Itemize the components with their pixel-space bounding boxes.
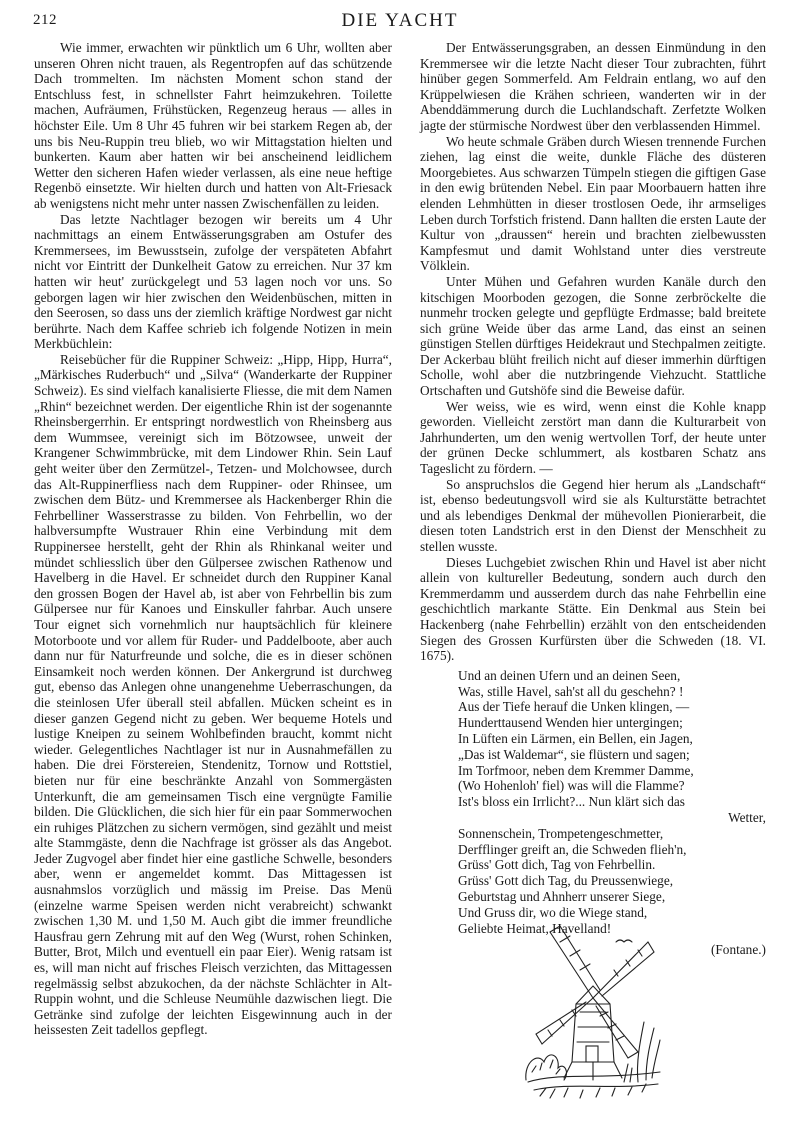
poem-line: Und an deinen Ufern und an deinen Seen, (458, 667, 681, 683)
windmill-sketch-icon (520, 912, 665, 1102)
poem-line: Derfflinger greift an, die Schweden flieh'n, (458, 841, 687, 857)
paragraph: Unter Mühen und Gefahren wurden Kanäle durch den kitschigen Moorboden gezogen, die Sonne zerbröckelte die nunmehr trocken gelegte und gepflügte Erdmasse; bald breitete sich grüne Weide über das arme Land, das einst an seinen günstigen Stellen dürftiges Heidekraut und Stechpalmen zeitigte. Der Ackerbau blüht freilich nicht auf dieser immerhin dürftigen Scholle, wohl aber die nutzbringende Viehzucht. Stattliche Ortschaften und Gutshöfe sind die Beweise dafür. (420, 273, 766, 399)
poem-attribution: (Fontane.) (710, 942, 766, 958)
poem-line: Was, stille Havel, sah'st all du geschehn? ! (458, 683, 684, 699)
paragraph: Dieses Luchgebiet zwischen Rhin und Havel ist aber nicht allein von kultureller Bedeutung, sondern auch durch den Kremmerdamm und ausserdem durch das nahe Fehrbellin eine geschichtlich markante Stätte. Ein Denkmal aus Stein bei Hackenberg (nahe Fehrbellin) erzählt von den entscheidenden Siegen des Grossen Kurfürsten über die Schweden (18. VI. 1675). (420, 554, 766, 664)
right-column (420, 40, 766, 958)
poem-line: (Wo Hohenloh' fiel) was will die Flamme? (458, 778, 685, 794)
poem-line: Geliebte Heimat, Havelland! (458, 920, 612, 936)
poem (420, 668, 766, 937)
left-column (34, 40, 392, 1038)
paragraph: Reisebücher für die Ruppiner Schweiz: „Hipp, Hipp, Hurra“, „Märkisches Ruderbuch“ und „Silva“ (Wanderkarte der Ruppiner Schweiz). Es sind vielfach kanalisierte Fliesse, die mit dem Namen „Rhin“ bezeichnet werden. Der eigentliche Rhin ist der sogenannte Rheinsbergerrhin. Er entspringt nordwestlich von Rheinsberg aus dem Wummsee, vereinigt sich im Bötzowsee, unweit der Krangener Schwimmbrücke, mit dem Lindower Rhin. Sein Lauf geht weiter über den Zermützel-, Tetzen- und Molchowsee, durch das Alt-Ruppinerfliess nach dem Ruppiner- oder Rhinsee, um zwischen dem Bütz- und Kremmersee als Hackenberger Rhin die Fehrbelliner Wasserstrasse zu bilden. Von Fehrbellin, wo der halbversumpfte Wustrauer Rhin eine Verbindung mit dem Ruppinersee herstellt, geht der Rhin als Rhinkanal weiter und mündet schliesslich über den Gülpersee zwischen Rathenow und Havelberg in die Havel. Er schneidet durch den Ruppiner Kanal den grossen Bogen der Havel ab, ist aber von Fehrbellin bis zum Gülpersee nur für Kanoes und Einskuller fahrbar. Auch unsere Tour eignet sich vornehmlich nur hauptsächlich für kleinere Motorboote und vor allem für Ruder- und Paddelboote, aber auch dann nur für Naturfreunde und solche, die es in dieser schönen Einsamkeit noch werden können. Der Ankergrund ist durchweg gut, ebenso das Anlegen ohne unangenehme Ueberraschungen, da die steinlosen Ufer überall steil abfallen. Mücken scheint es in dieser ganzen Gegend nicht zu geben. Wer bequeme Hotels und lustige Kneipen zu seinem Wohlbefinden braucht, kommt nicht wieder. Gelegentliches Nachtlager ist nur in Ausnahmefällen zu haben. Die drei Förstereien, Stendenitz, Tornow und Rottstiel, bieten nur für eine beschränkte Anzahl von Sommergästen Unterkunft, die am gemeinsamen Tisch eine vergnügte Familie bilden. Die Glücklichen, die sich hier für ein paar Sommerwochen ein ruhiges Plätzchen zu sichern vermögen, sind gezählt und meist alte Stammgäste, denn die Nachfrage ist grösser als das Angebot. Jeder Zugvogel aber findet hier eine gastliche Schwelle, besonders aber, wenn er angemeldet kommt. Das Mittagessen ist ausnahmslos vorzüglich und mässig im Preise. Das Menü (einzelne warme Speisen werden nicht verabreicht) schwankt zwischen 1,30 M. und 1,50 M. Auch gibt die immer freundliche Hausfrau gern Zehrung mit auf den Weg (Wurst, rohen Schinken, Butter, Brot, Milch und eventuell ein paar Eier). Wenig ratsam ist es, will man nicht auf frisches Fleisch verzichten, das Mittagessen regelmässig selbst abzukochen, da der nächste Schlächter in Alt-Ruppin wohnt, und die Schleuse Neumühle dazwischen liegt. Die Getränke sind zufolge der leichten Eisgewinnung auch in der heissesten Zeit tadellos gepflegt. (34, 351, 392, 1038)
poem-line: Hunderttausend Wenden hier untergingen; (458, 715, 683, 731)
paragraph: So anspruchslos die Gegend hier herum als „Landschaft“ ist, ebenso bedeutungsvoll wird sie als Kulturstätte betrachtet und als lebendiges Denkmal der mühevollen Pionierarbeit, die diesen toten Landstrich erst in den Dienst der Menschheit zu stellen wusste. (420, 476, 766, 554)
paragraph: Der Entwässerungsgraben, an dessen Einmündung in den Kremmersee wir die letzte Nacht dieser Tour zubrachten, führt hinüber gegen Sommerfeld. Am Feldrain entlang, wo auf den Krüppelwiesen die Krähen schrieen, wanderten wir in der Abenddämmerung durch die Luchlandschaft. Zerfetzte Wolken jagte der stürmische Nordwest über den verblassenden Himmel. (420, 40, 766, 133)
poem-line: Aus der Tiefe herauf die Unken klingen, — (458, 699, 690, 715)
paragraph: Wer weiss, wie es wird, wenn einst die Kohle knapp geworden. Vielleicht zerstört man dann die Kulturarbeit von Jahrhunderten, um den wenig wertvollen Torf, der heute unter der grünen Decke schlummert, als kostbaren Schatz ans Tageslicht zu fördern. — (420, 398, 766, 477)
poem-line: Grüss' Gott dich, Tag von Fehrbellin. (458, 857, 656, 873)
paragraph: Das letzte Nachtlager bezogen wir bereits um 4 Uhr nachmittags an einem Entwässerungsgraben am Ostufer des Kremmersees, im Bewusstsein, zufolge der verspäteten Abfahrt nicht vor Eintritt der Dunkelheit Gatow zu erreichen. Nur 37 km hatten wir heut' zurückgelegt und 53 lagen noch vor uns. So geborgen lagen wir hier zwischen den Weidenbüschen, mitten in den Seerosen, so dass uns der ziemlich kräftige Nordwest gar nicht berührte. Nach dem Kaffee schrieb ich folgende Notizen in mein Merkbüchlein: (34, 211, 392, 352)
poem-line: In Lüften ein Lärmen, ein Bellen, ein Jagen, (458, 730, 693, 746)
poem-line: Und Gruss dir, wo die Wiege stand, (458, 904, 648, 920)
poem-line: Wetter, (728, 809, 766, 825)
poem-line: Grüss' Gott dich Tag, du Preussenwiege, (458, 873, 674, 889)
paragraph: Wo heute schmale Gräben durch Wiesen trennende Furchen ziehen, lag einst die weite, dunkle Fläche des düsteren Moorgebietes. Aus schwarzen Tümpeln stiegen die giftigen Gase in den ewig brütenden Nebel. Ein paar Moorbauern hatten ihre elenden Lehmhütten in dieser trostlosen Oede, ihr armseliges Leben durch Torfstich fristend. Dann hallten die ersten Laute der Kultur von „draussen“ herein und brachten zielbewussten Kampfesmut und damit Wohlstand unter dies verstreute Völklein. (420, 133, 766, 274)
poem-line: Ist's bloss ein Irrlicht?... Nun klärt sich das (458, 794, 685, 810)
poem-line: Geburtstag und Ahnherr unserer Siege, (458, 888, 666, 904)
paragraph: Wie immer, erwachten wir pünktlich um 6 Uhr, wollten aber unseren Ohren nicht trauen, als Regentropfen auf das schützende Dach trommelten. Im nächsten Moment schon stand der Entschluss fest, in schnellster Fahrt heimzukehren. Toilette machen, Aufräumen, Frühstücken, Regenzeug heraus — alles in höchster Eile. Um 8 Uhr 45 fuhren wir bei starkem Regen ab, der uns bis Neu-Ruppin treu blieb, wo wir Mittagstation hielten und bunkerten. Kaum aber hatten wir bei anscheinend leidlichem Wetter den sicheren Hafen wieder verlassen, als eine neue heftige Regenbö einsetzte. Wir hielten durch und hatten von Alt-Friesack ab wenigstens nicht mehr unter nassen Zwischenfällen zu leiden. (34, 40, 392, 211)
poem-line: Im Torfmoor, neben dem Kremmer Damme, (458, 762, 694, 778)
poem-line: „Das ist Waldemar“, sie flüstern und sagen; (458, 746, 690, 762)
page-number: 212 (33, 12, 57, 28)
poem-line: Sonnenschein, Trompetengeschmetter, (458, 825, 664, 841)
journal-title: DIE YACHT (341, 10, 459, 31)
